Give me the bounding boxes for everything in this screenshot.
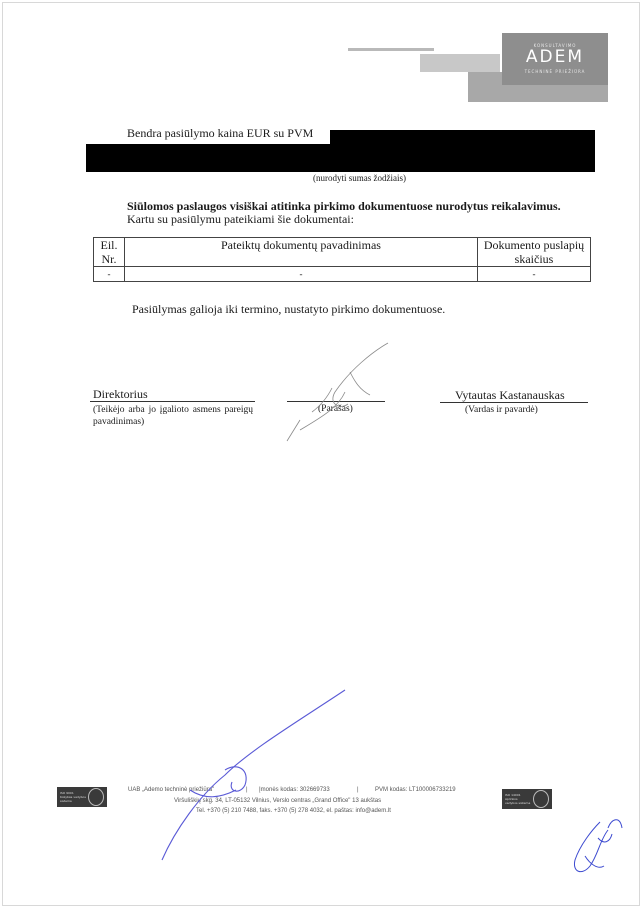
name-caption: (Vardas ir pavardė) [465,405,538,415]
logo-sub-text: TECHNINĖ PRIEŽIŪRA [524,69,586,74]
signature-scribble [287,343,388,441]
table-cell: - [125,267,478,282]
column-header: Pateiktų dokumentų pavadinimas [125,238,478,267]
badge-text: ISO 14001 Aplinkos vadybos sistema [505,793,531,805]
table-cell: - [478,267,591,282]
footer-separator: | [246,787,248,793]
footer-separator: | [357,787,359,793]
compliance-statement: Siūlomos paslaugos visiškai atitinka pirkimo dokumentuose nurodytus reikalavimus. [127,199,561,213]
initials-stroke [574,820,622,872]
logo-text: ADEM [525,47,585,67]
column-header: Eil. Nr. [94,238,125,267]
validity-statement: Pasiūlymas galioja iki termino, nustatyto pirkimo dokumentuose. [132,302,446,316]
footer-contacts: Tel. +370 (5) 210 7488, faks. +370 (5) 278 4032, el. paštas: info@adem.lt [196,808,391,814]
position-caption: (Teikėjo arba jo įgalioto asmens pareigų pavadinimas) [93,405,253,427]
footer-vat-code: PVM kodas: LT100006733219 [375,787,456,793]
price-words-note: (nurodyti sumas žodžiais) [313,173,406,183]
signature-caption: (Parašas) [318,404,353,414]
footer-company-code: Įmonės kodas: 302669733 [259,787,330,793]
column-header: Dokumento puslapių skaičius [478,238,591,267]
footer-address: Viršuliškių skg. 34, LT-05132 Vilnius, Verslo centras „Grand Office" 13 aukštas [174,798,382,804]
attached-docs-intro: Kartu su pasiūlymu pateikiami šie dokumentai: [127,212,354,226]
price-label: Bendra pasiūlymo kaina EUR su PVM [127,126,314,140]
table-cell: - [94,267,125,282]
logo-top-text: KONSULTAVIMO [533,43,577,48]
signer-position: Direktorius [93,387,148,401]
blue-signature-stroke [162,690,345,860]
badge-text: ISO 9001 Kokybės vadybos sistema [60,791,86,803]
signer-name: Vytautas Kastanauskas [455,388,565,402]
footer-company: UAB „Ademo techninė priežiūra" [128,787,215,793]
